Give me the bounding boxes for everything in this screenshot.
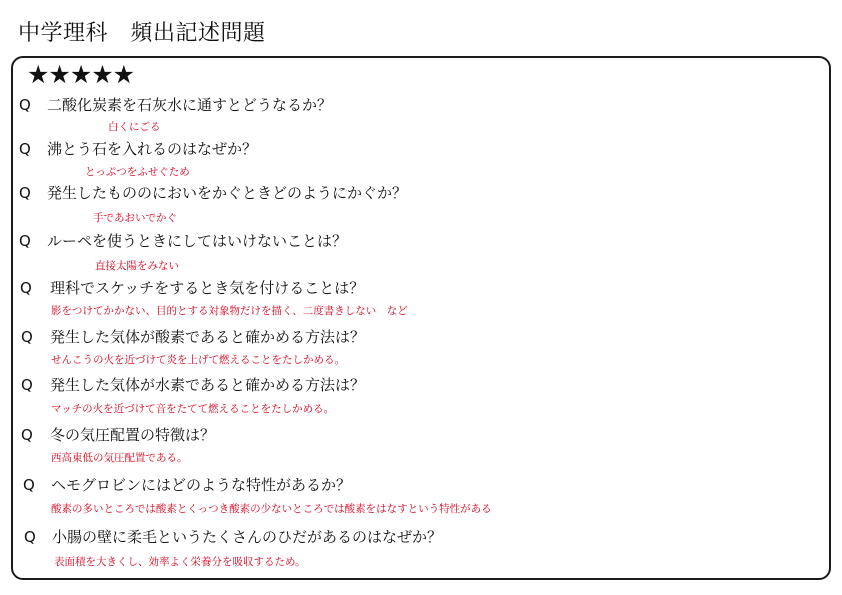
page-title: 中学理科 頻出記述問題 (18, 21, 266, 46)
answer-text: 西高東低の気圧配置である。 (51, 452, 188, 464)
q-marker: Q (20, 279, 32, 297)
q-marker: Q (19, 140, 31, 158)
answer-text: 酸素の多いところでは酸素とくっつき酸素の少ないところでは酸素をはなすという特性がある (51, 503, 492, 515)
answer-text: 白くにごる (108, 121, 161, 133)
answer-text: 直接太陽をみない (95, 260, 179, 272)
q-marker: Q (21, 426, 33, 444)
q-marker: Q (23, 476, 35, 494)
question-text: 二酸化炭素を石灰水に通すとどうなるか？ (47, 96, 333, 114)
question-text: ルーペを使うときにしてはいけないことは？ (47, 232, 348, 250)
answer-text: せんこうの火を近づけて炎を上げて燃えることをたしかめる。 (51, 354, 345, 366)
question-text: 発生したもののにおいをかぐときどのようにかぐか？ (47, 184, 408, 202)
answer-text: 影をつけてかかない、目的とする対象物だけを描く、二度書きしない など (51, 305, 408, 317)
q-marker: Q (19, 232, 31, 250)
difficulty-rating: ★★★★★ (27, 60, 135, 89)
question-text: 小腸の壁に柔毛というたくさんのひだがあるのはなぜか？ (52, 528, 443, 546)
q-marker: Q (21, 376, 33, 394)
question-text: 沸とう石を入れるのはなぜか？ (47, 140, 258, 158)
q-marker: Q (21, 328, 33, 346)
answer-text: とっぷつをふせぐため (85, 166, 190, 178)
question-text: 理科でスケッチをするとき気を付けることは？ (50, 279, 365, 297)
answer-text: マッチの火を近づけて音をたてて燃えることをたしかめる。 (51, 403, 335, 415)
answer-text: 手であおいでかぐ (93, 212, 177, 224)
q-marker: Q (19, 96, 31, 114)
q-marker: Q (24, 528, 36, 546)
question-text: 発生した気体が水素であると確かめる方法は？ (50, 376, 366, 394)
question-text: 発生した気体が酸素であると確かめる方法は？ (50, 328, 366, 346)
question-text: ヘモグロビンにはどのような特性があるか？ (51, 476, 352, 494)
q-marker: Q (19, 184, 31, 202)
question-text: 冬の気圧配置の特徴は？ (50, 426, 216, 444)
answer-text: 表面積を大きくし、効率よく栄養分を吸収するため。 (54, 556, 306, 568)
